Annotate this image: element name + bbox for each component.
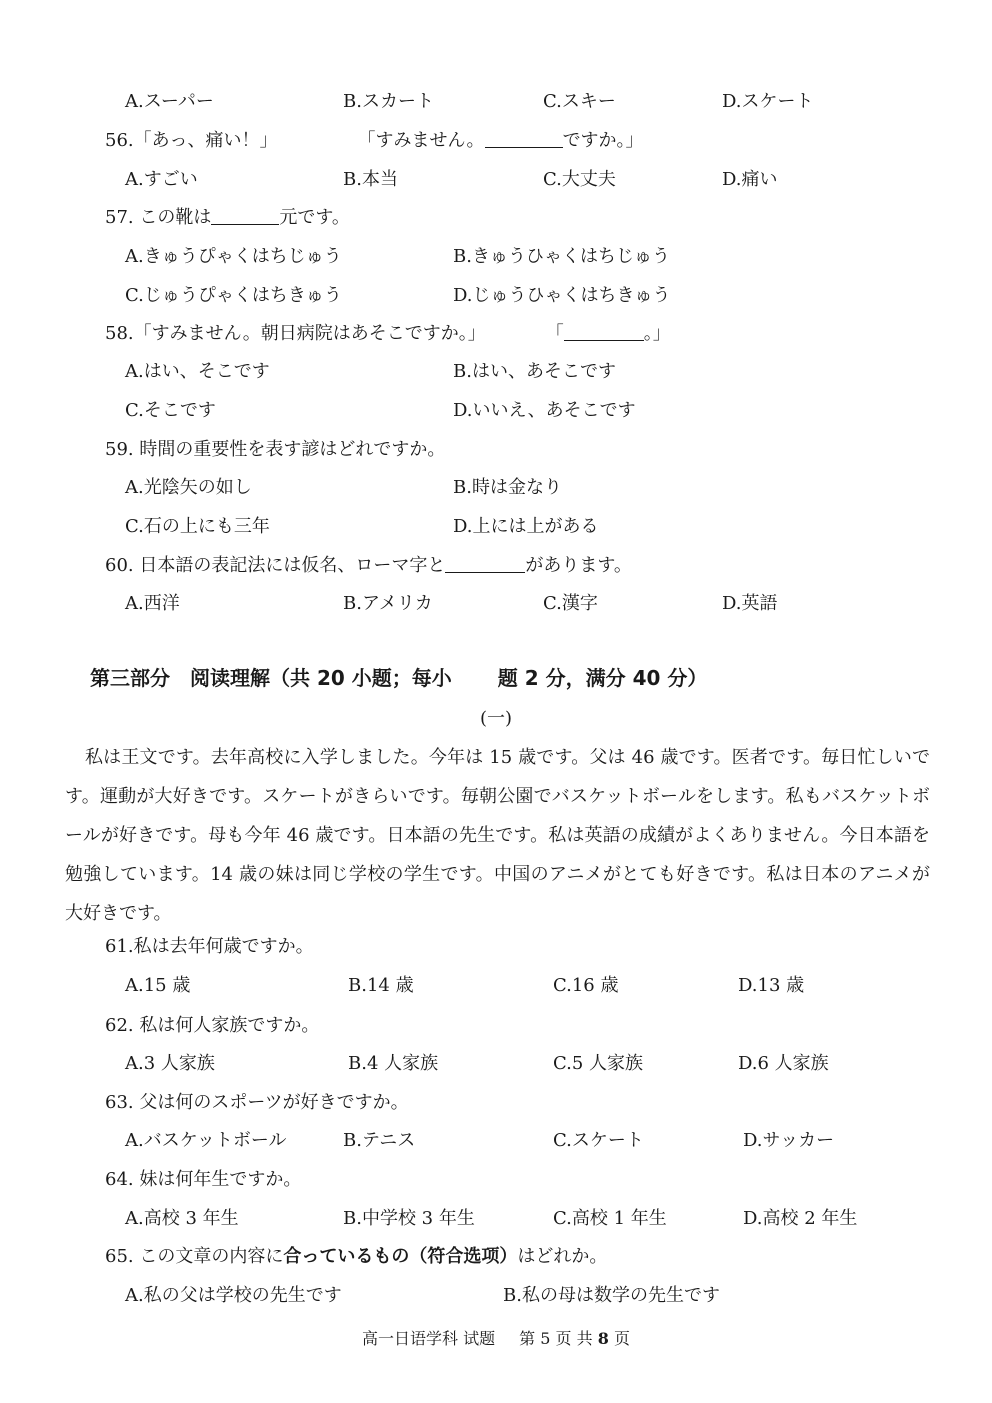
q58-blank <box>564 322 644 341</box>
q59-option-a: A.光陰矢の如し <box>125 477 252 498</box>
q55-option-d: D.スケート <box>722 91 814 112</box>
q60-option-b: B.アメリカ <box>343 593 433 614</box>
q57-pre: この靴は <box>139 207 212 228</box>
q61-option-a: A.15 歳 <box>125 975 191 996</box>
q56-question <box>105 129 644 153</box>
q61-question: 61.私は去年何歳ですか。 <box>105 936 314 957</box>
q60-post: があります。 <box>525 555 632 576</box>
q60-pre: 日本語の表記法には仮名、ローマ字と <box>139 555 446 576</box>
q58-number: 58. <box>105 323 134 344</box>
q56-part3: ですか。」 <box>562 130 644 151</box>
q65-question <box>105 1245 607 1269</box>
q60-question <box>105 554 632 578</box>
q63-option-b: B.テニス <box>343 1130 416 1151</box>
q62-option-d: D.6 人家族 <box>738 1053 829 1074</box>
q58-close: 。」 <box>643 323 671 344</box>
section-heading-part1: 第三部分 阅读理解（共 20 小题；每小 <box>90 666 452 690</box>
q55-option-a: A.スーパー <box>125 91 214 112</box>
footer-page-mid: 页 共 <box>555 1329 593 1348</box>
q60-option-a: A.西洋 <box>125 593 180 614</box>
passage-label: (一) <box>479 708 513 729</box>
q60-option-c: C.漢字 <box>543 593 598 614</box>
q57-option-d: D.じゅうひゃくはちきゅう <box>453 285 671 306</box>
q59-option-b: B.時は金なり <box>453 477 562 498</box>
q56-option-d: D.痛い <box>722 169 778 190</box>
q59-option-d: D.上には上がある <box>453 516 599 537</box>
q56-option-b: B.本当 <box>343 169 398 190</box>
q58-option-c: C.そこです <box>125 400 216 421</box>
q64-question: 64. 妹は何年生ですか。 <box>105 1169 302 1190</box>
q64-option-a: A.高校 3 年生 <box>125 1208 239 1229</box>
q58-option-a: A.はい、そこです <box>125 361 270 382</box>
q58-question <box>105 322 671 346</box>
reading-passage <box>65 738 930 933</box>
footer-page-number: 5 <box>540 1329 551 1348</box>
q64-option-d: D.高校 2 年生 <box>743 1208 858 1229</box>
q64-option-c: C.高校 1 年生 <box>553 1208 667 1229</box>
q56-part2: 「すみません。 <box>357 130 485 151</box>
q61-option-d: D.13 歳 <box>738 975 805 996</box>
q64-option-b: B.中学校 3 年生 <box>343 1208 475 1229</box>
section-heading-part2: 题 2 分，满分 40 分） <box>497 666 708 690</box>
q63-option-c: C.スケート <box>553 1130 644 1151</box>
passage-text: 私は王文です。去年高校に入学しました。今年は 15 歳です。父は 46 歳です。医者です。毎日忙しいです。運動が大好きです。スケートがきらいです。毎朝公園でバスケットボールをします。私もバスケットボールが好きです。母も今年 46 歳です。日本語の先生です。私は英語の成績がよくありません。今日本語を勉強しています。14 歳の妹は同じ学校の学生です。中国のアニメがとても好きです。私は日本のアニメが大好きです。 <box>65 747 930 924</box>
q61-option-b: B.14 歳 <box>348 975 414 996</box>
q60-number: 60. <box>105 555 134 576</box>
q62-option-b: B.4 人家族 <box>348 1053 439 1074</box>
section-heading <box>90 662 707 691</box>
q59-question <box>105 438 445 462</box>
q59-number: 59. <box>105 439 134 460</box>
page-footer <box>0 1326 992 1349</box>
q58-pre: 「すみません。朝日病院はあそこですか。」 <box>133 323 486 344</box>
q57-blank <box>211 206 279 225</box>
q57-question <box>105 206 350 230</box>
q65-emphasis: 合っているもの（符合选项） <box>283 1246 518 1267</box>
q62-option-a: A.3 人家族 <box>125 1053 215 1074</box>
q65-post: はどれか。 <box>517 1246 608 1267</box>
q55-option-b: B.スカート <box>343 91 434 112</box>
q57-option-b: B.きゅうひゃくはちじゅう <box>453 246 670 267</box>
q57-option-c: C.じゅうぴゃくはちきゅう <box>125 285 342 306</box>
q65-pre: 65. この文章の内容に <box>105 1246 284 1267</box>
q58-option-d: D.いいえ、あそこです <box>453 400 636 421</box>
q56-blank <box>485 129 563 148</box>
q56-option-c: C.大丈夫 <box>543 169 616 190</box>
q65-option-b: B.私の母は数学の先生です <box>503 1285 720 1306</box>
q55-option-c: C.スキー <box>543 91 616 112</box>
q58-open: 「 <box>545 323 564 344</box>
footer-total-pages: 8 <box>597 1329 609 1348</box>
footer-page-prefix: 第 <box>519 1329 536 1348</box>
q62-option-c: C.5 人家族 <box>553 1053 644 1074</box>
q60-option-d: D.英語 <box>722 593 778 614</box>
footer-page-suffix: 页 <box>613 1329 630 1348</box>
q63-option-a: A.バスケットボール <box>125 1130 287 1151</box>
q65-option-a: A.私の父は学校の先生です <box>125 1285 342 1306</box>
q58-option-b: B.はい、あそこです <box>453 361 616 382</box>
q60-blank <box>445 554 525 573</box>
footer-subject: 高一日语学科 试题 <box>362 1329 496 1348</box>
q56-option-a: A.すごい <box>125 169 198 190</box>
q57-number: 57. <box>105 207 134 228</box>
q57-option-a: A.きゅうぴゃくはちじゅう <box>125 246 342 267</box>
q62-question: 62. 私は何人家族ですか。 <box>105 1015 320 1036</box>
q61-option-c: C.16 歳 <box>553 975 619 996</box>
q56-part1: 「あっ、痛い！」 <box>133 130 278 151</box>
q63-question: 63. 父は何のスポーツが好きですか。 <box>105 1092 409 1113</box>
q59-text: 時間の重要性を表す諺はどれですか。 <box>139 439 446 460</box>
q56-number: 56. <box>105 130 134 151</box>
q57-post: 元です。 <box>279 207 350 228</box>
q63-option-d: D.サッカー <box>743 1130 835 1151</box>
q59-option-c: C.石の上にも三年 <box>125 516 270 537</box>
